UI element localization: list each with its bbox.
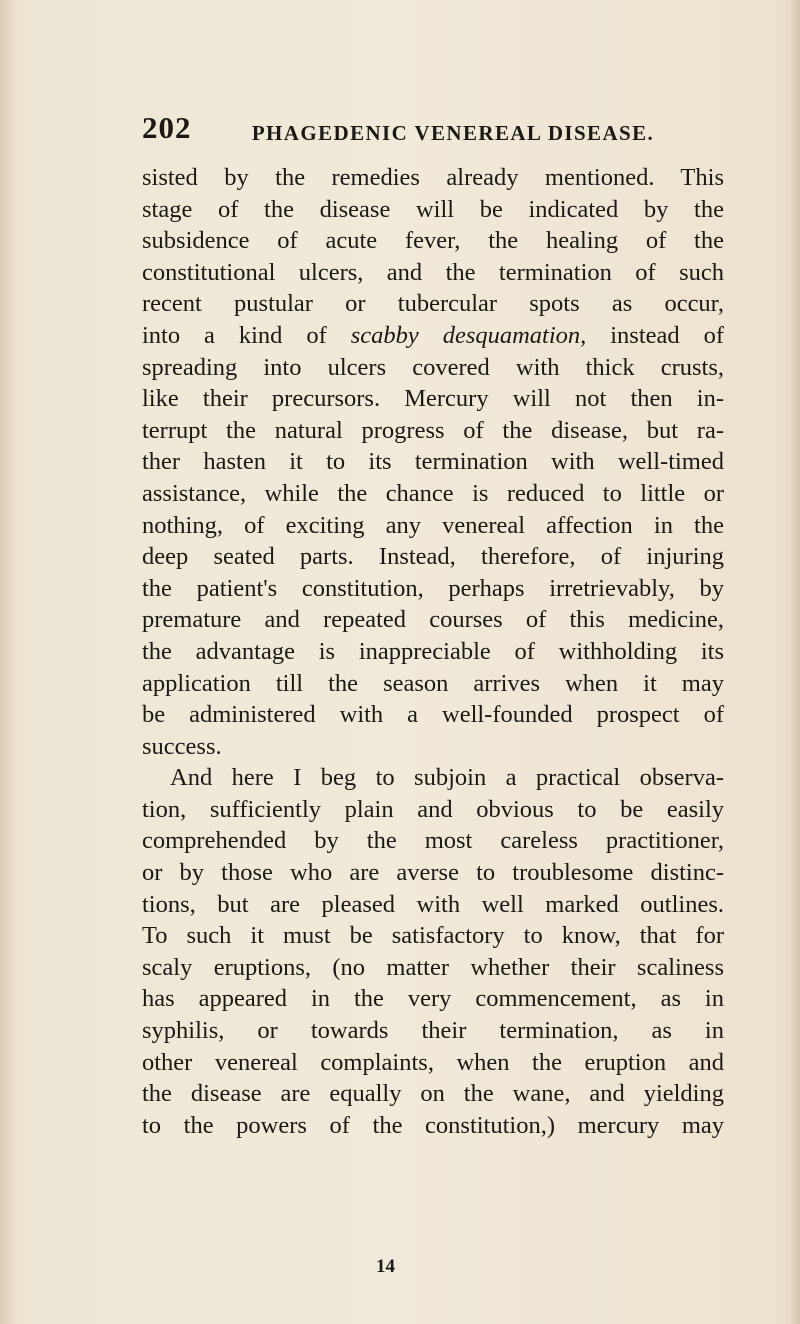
page-shadow-right [790,0,800,1324]
text-line: stage of the disease will be indicated by the [142,195,724,223]
body-text [142,162,724,1141]
text-line [142,320,724,352]
text-line: like their precursors. Mercury will not then in- [142,385,724,413]
text-line: deep seated parts. Instead, therefore, of injuring [142,543,724,571]
text-line: the advantage is inappreciable of withholding its [142,637,724,665]
text-line: And here I beg to subjoin a practical observa- [170,764,724,792]
text-line: sisted by the remedies already mentioned. This [142,164,724,191]
text-line: has appeared in the very commencement, as in [142,985,724,1013]
page-shadow-left [0,0,14,1324]
text-line: spreading into ulcers covered with thick crusts, [142,353,724,381]
text-line: syphilis, or towards their termination, as in [142,1017,724,1045]
text-line: comprehended by the most careless practitioner, [142,827,724,855]
text-line: nothing, of exciting any venereal affection in the [142,511,724,539]
text-line: ther hasten it to its termination with well-timed [142,448,724,476]
text-line: subsidence of acute fever, the healing of the [142,227,724,255]
text-line: constitutional ulcers, and the termination of such [142,258,724,286]
text-line: tion, sufficiently plain and obvious to be easily [142,795,724,823]
italic-phrase: scabby desquamation, [350,321,587,349]
text-line: recent pustular or tubercular spots as occur, [142,290,724,318]
text-line: or by those who are averse to troublesome distinc- [142,859,724,887]
text-line: the patient's constitution, perhaps irretrievably, by [142,574,724,602]
text-line: terrupt the natural progress of the disease, but ra- [142,416,724,444]
page-number: 202 [142,110,192,145]
text-segment: instead of [586,321,725,349]
text-line: success. [142,732,222,760]
text-line: application till the season arrives when it may [142,669,724,697]
text-line: premature and repeated courses of this medicine, [142,606,724,634]
text-line: other venereal complaints, when the eruption and [142,1048,724,1076]
signature-mark: 14 [376,1256,395,1277]
page-header [142,110,724,150]
text-line: to the powers of the constitution,) mercury may [142,1111,724,1139]
text-line: the disease are equally on the wane, and yielding [142,1080,724,1108]
text-line: assistance, while the chance is reduced to little or [142,479,724,507]
text-line: tions, but are pleased with well marked outlines. [142,890,724,918]
running-head: PHAGEDENIC VENEREAL DISEASE. [251,121,655,145]
text-line: be administered with a well-founded prospect of [142,701,724,729]
text-line: scaly eruptions, (no matter whether their scaliness [142,953,724,981]
text-line: To such it must be satisfactory to know, that for [142,922,724,950]
text-segment: into a kind of [142,321,351,349]
